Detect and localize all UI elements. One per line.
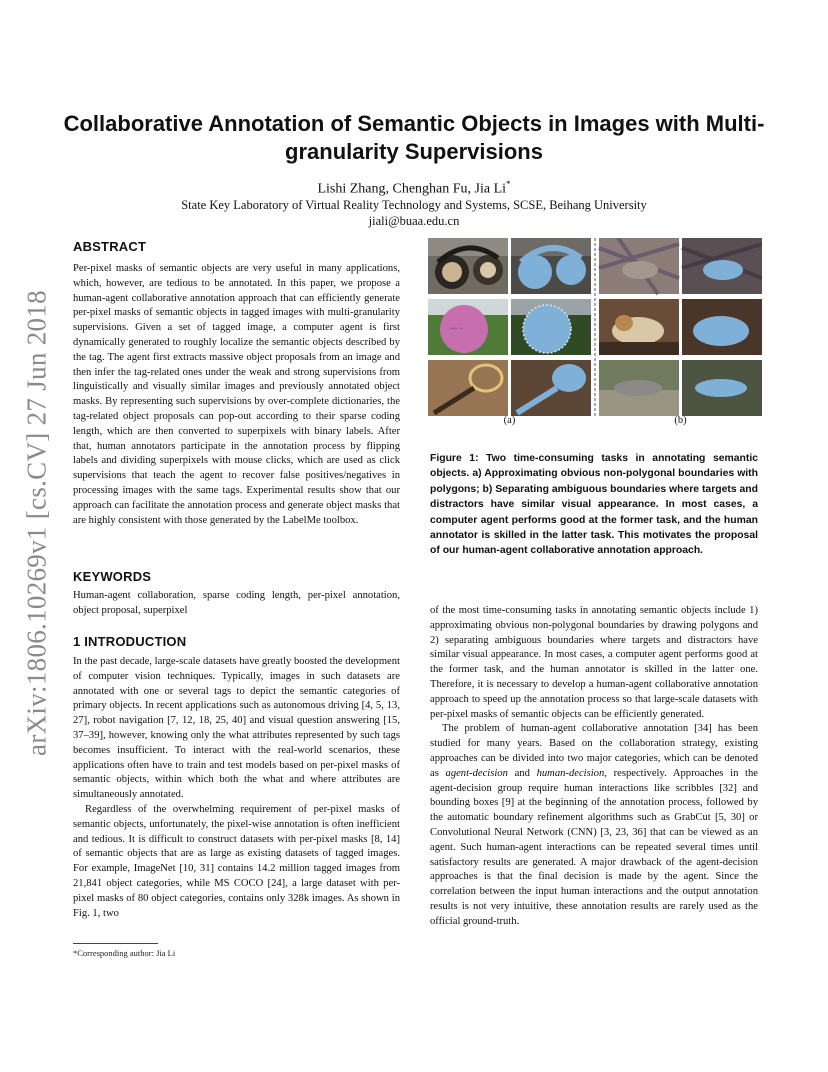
term-agent-decision: agent-decision bbox=[445, 767, 508, 779]
cat-bed-mask bbox=[682, 299, 762, 355]
abstract-body bbox=[73, 262, 400, 528]
cat-bed-photo bbox=[599, 299, 679, 355]
footnote-divider bbox=[73, 943, 158, 944]
figure-1 bbox=[428, 238, 762, 430]
intro-paragraph-4 bbox=[430, 722, 758, 929]
intro-p4-and: and bbox=[507, 767, 537, 779]
cat-log-photo bbox=[599, 360, 679, 416]
intro-p4-part-1: The problem of human-agent collaborative annotation [34] has been studied for many years. Based on the collaboration strategy, existing approaches can be divided into two major categories, which can be denoted as bbox=[430, 723, 758, 779]
introduction-left-column bbox=[73, 655, 400, 921]
affiliation: State Key Laboratory of Virtual Reality Technology and Systems, SCSE, Beihang University bbox=[181, 198, 647, 212]
author-list bbox=[60, 179, 768, 198]
email: jiali@buaa.edu.cn bbox=[368, 214, 460, 228]
cat-carpet-mask bbox=[682, 238, 762, 294]
figure-label-b: (b) bbox=[674, 415, 687, 426]
arxiv-id-text: arXiv:1806.10269v1 [cs.CV] 27 Jun 2018 bbox=[21, 290, 52, 756]
author-names: Lishi Zhang, Chenghan Fu, Jia Li bbox=[317, 181, 507, 197]
keywords-body bbox=[73, 589, 400, 619]
figure-label-a: (a) bbox=[503, 415, 516, 426]
arxiv-identifier bbox=[22, 288, 52, 758]
keywords-text: Human-agent collaboration, sparse coding length, per-pixel annotation, object proposal, superpixel bbox=[73, 590, 400, 616]
svg-text:~~ ~: ~~ ~ bbox=[450, 325, 464, 333]
paper-title: Collaborative Annotation of Semantic Objects in Images with Multi-granularity Supervisions bbox=[63, 111, 765, 164]
headphones-mask bbox=[511, 238, 591, 294]
author-mark: * bbox=[506, 179, 511, 189]
abstract-heading: ABSTRACT bbox=[73, 239, 147, 254]
ball-photo bbox=[428, 299, 508, 355]
cat-log-mask bbox=[682, 360, 762, 416]
footnote: *Corresponding author: Jia Li bbox=[73, 948, 176, 958]
intro-paragraph-3: of the most time-consuming tasks in annotating semantic objects include 1) approximating obvious non-polygonal boundaries by drawing polygons and 2) separating ambiguous boundaries where targets and distractors have similar visual appearance. In most cases, a computer agent performs good at the former task, and the human annotator is skilled in the latter one. Therefore, it is necessary to develop a human-agent collaborative annotation approach to speed up the annotation process so that large-scale datasets with per-pixel masks of semantic objects can be efficiently generated. bbox=[430, 605, 758, 720]
term-human-decision: human-decision bbox=[536, 767, 605, 779]
headphones-photo bbox=[428, 238, 508, 294]
figure-1-caption: Figure 1: Two time-consuming tasks in annotating semantic objects. a) Approximating obvious non-polygonal boundaries with polygons; b) Separating ambiguous boundaries where targets and distractors have similar visual appearance. In most cases, a computer agent performs good at the former task, and the human annotator is skilled in the latter task. This motivates the proposal of our human-agent collaborative annotation approach. bbox=[430, 453, 758, 557]
figure-1-images bbox=[428, 238, 762, 416]
ball-mask bbox=[511, 299, 591, 355]
introduction-right-column bbox=[430, 604, 758, 930]
abstract-text: Per-pixel masks of semantic objects are very useful in many applications, which, however, are tedious to be annotated. In this paper, we propose a human-agent collaborative annotation approach that can efficiently generate per-pixel masks of semantic objects in tagged images with multi-granularity supervisions. Given a set of tagged image, a computer agent is first dynamically generated to roughly localize the semantic objects described by the tag. The agent first extracts massive object proposals from an image and then infer the tag-related ones under the weak and strong supervisions from linguistically and visually similar images and previously annotated object masks. By representing such supervisions by over-complete dictionaries, the tag-related object proposals can pop-out according to their sparse coding length, which are then converted to superpixels with binary labels. After that, human annotators participate in the annotation process by flipping labels and dividing superpixels with mouse clicks, which are used as click supervisions that teach the agent to recover false positives/negatives in processing images with the same tags. Experimental results show that our approach can facilitate the annotation process and generate object masks that are highly consistent with those generated by the LabelMe toolbox. bbox=[73, 263, 400, 526]
introduction-heading: 1 INTRODUCTION bbox=[73, 634, 187, 649]
cat-carpet-photo bbox=[599, 238, 679, 294]
intro-paragraph-2: Regardless of the overwhelming requirement of per-pixel masks of semantic objects, unfortunately, the pixel-wise annotation is often inefficient and tedious. It is difficult to construct datasets with per-pixel masks [8, 14] of semantic objects that are as large as existing datasets of tagged images. For example, ImageNet [10, 31] contains 14.2 million tagged images from 21,841 object categories, while MS COCO [24], a large dataset with per-pixel masks of 80 object categories, contains only 328k images. As shown in Fig. 1, two bbox=[73, 803, 400, 919]
intro-p4-part-2: , respectively. Approaches in the agent-decision group require human interactions like scribbles [32] and bounding boxes [9] at the beginning of the annotation process, followed by the automatic boundary refinement algorithms such as GrabCut [5, 30] or Convolutional Neural Network (CNN) [3, 23, 36] that can be viewed as an agent. Such human-agent interactions can be repeated several times until satisfactory results are generated. A major drawback of the agent-decision approaches is that the final decision is made by the agent. Since the correlation between the input human interactions and the output annotation results is not very intuitive, these annotation results are rarely used as the official ground-truth. bbox=[430, 767, 758, 927]
racket-mask bbox=[511, 360, 591, 416]
intro-paragraph-1: In the past decade, large-scale datasets have greatly boosted the development of computer vision techniques. Typically, images in such datasets are annotated with one or several tags to depict the semantic categories of primary objects. In recent applications such as autonomous driving [4, 5, 13, 27], robot navigation [7, 12, 18, 25, 40] and visual question answering [15, 37–39], however, knowing only the what attributes represented by such tags becomes insufficient. To interact with the real-world scenarios, these applications often have to train and test models based on per-pixel masks of semantic objects, within which both the what and where attributes are simultaneously annotated. bbox=[73, 656, 400, 801]
racket-photo bbox=[428, 360, 508, 416]
keywords-heading: KEYWORDS bbox=[73, 569, 152, 584]
